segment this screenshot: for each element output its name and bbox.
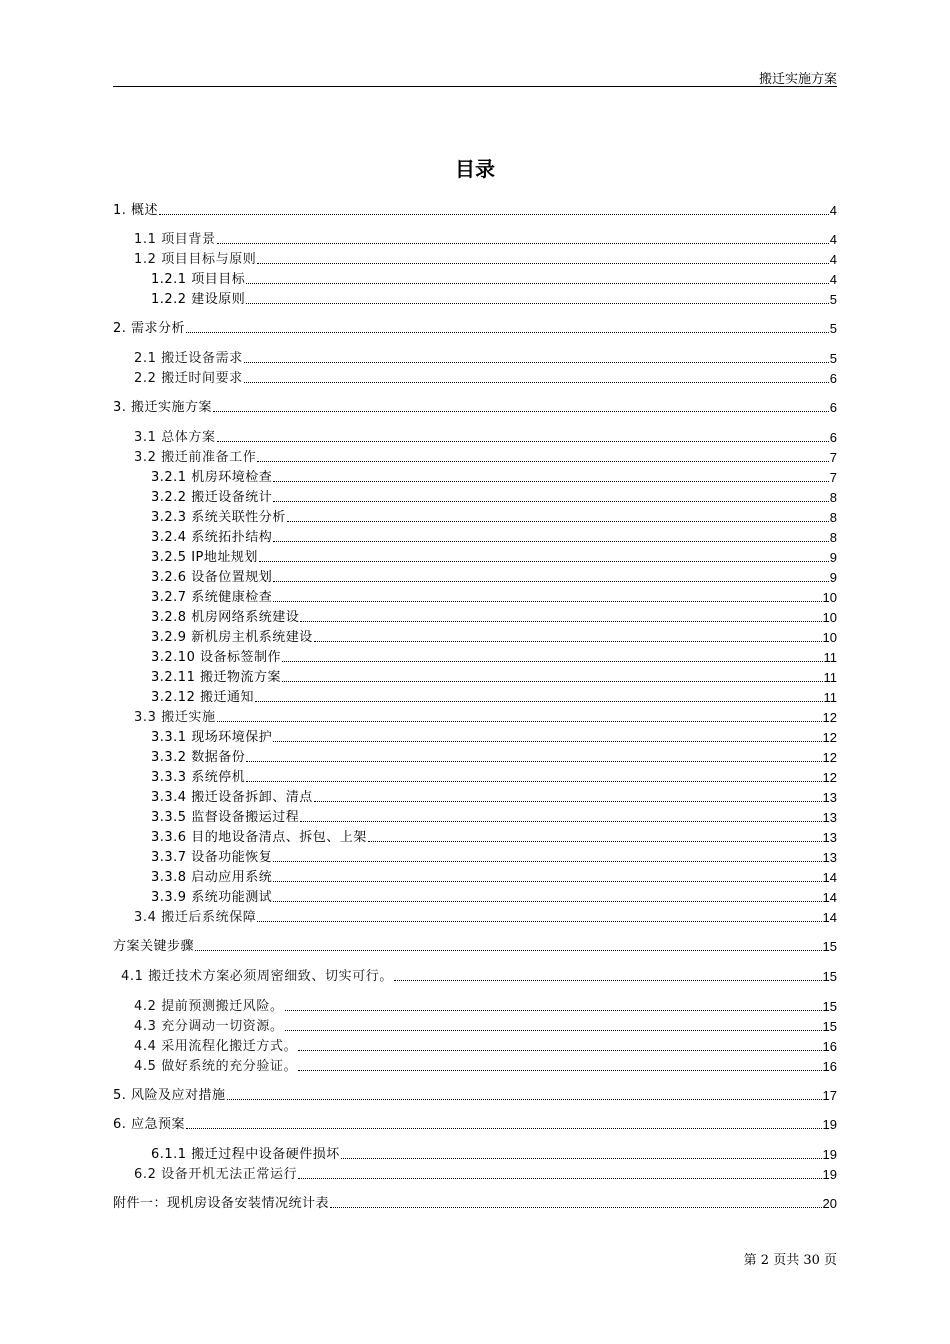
toc-entry-label: 1.1 项目背景 xyxy=(134,232,216,247)
dot-leader xyxy=(273,581,829,582)
toc-entry[interactable] xyxy=(113,1113,837,1133)
toc-entry-page: 4 xyxy=(829,232,837,247)
toc-entry-label: 3.2.4 系统拓扑结构 xyxy=(151,530,273,545)
toc-entry-page: 10 xyxy=(822,630,837,645)
toc-entry[interactable] xyxy=(113,1143,837,1163)
toc-entry-page: 15 xyxy=(822,1019,837,1034)
toc-entry-label: 3.2.1 机房环境检查 xyxy=(151,470,273,485)
toc-entry-page: 17 xyxy=(822,1088,837,1103)
toc-entry-page: 4 xyxy=(829,203,837,218)
toc-entry-label: 1. 概述 xyxy=(113,203,159,218)
toc-entry[interactable] xyxy=(113,666,837,686)
toc-entry-page: 7 xyxy=(829,450,837,465)
toc-entry-label: 4.4 采用流程化搬迁方式。 xyxy=(134,1039,298,1054)
dot-leader xyxy=(255,701,823,702)
toc-entry[interactable] xyxy=(113,268,837,288)
dot-leader xyxy=(368,841,822,842)
toc-entry-label: 3.2.6 设备位置规划 xyxy=(151,570,273,585)
toc-entry-page: 9 xyxy=(829,550,837,565)
toc-entry-label: 3.4 搬迁后系统保障 xyxy=(134,910,257,925)
toc-entry[interactable] xyxy=(113,866,837,886)
toc-entry[interactable] xyxy=(113,606,837,626)
toc-entry-page: 14 xyxy=(822,890,837,905)
toc-entry-label: 6.2 设备开机无法正常运行 xyxy=(134,1167,298,1182)
dot-leader xyxy=(282,661,823,662)
toc-entry-page: 10 xyxy=(822,590,837,605)
toc-entry[interactable] xyxy=(113,1163,837,1183)
toc-entry[interactable] xyxy=(113,935,837,955)
toc-entry-page: 4 xyxy=(829,252,837,267)
toc-entry-label: 3.2.12 搬迁通知 xyxy=(151,690,254,705)
dot-leader xyxy=(186,332,829,333)
toc-entry-label: 4.3 充分调动一切资源。 xyxy=(134,1019,284,1034)
dot-leader xyxy=(273,501,829,502)
toc-entry[interactable] xyxy=(113,626,837,646)
toc-entry[interactable] xyxy=(113,199,837,219)
toc-entry[interactable] xyxy=(113,396,837,416)
dot-leader xyxy=(213,411,829,412)
toc-entry-label: 3.3.2 数据备份 xyxy=(151,750,246,765)
toc-entry-page: 8 xyxy=(829,490,837,505)
toc-entry[interactable] xyxy=(113,826,837,846)
toc-entry[interactable] xyxy=(113,288,837,308)
dot-leader xyxy=(273,601,821,602)
toc-entry-label: 3. 搬迁实施方案 xyxy=(113,400,213,415)
dot-leader xyxy=(282,681,823,682)
toc-entry[interactable] xyxy=(113,786,837,806)
dot-leader xyxy=(298,1070,821,1071)
dot-leader xyxy=(257,461,828,462)
dot-leader xyxy=(257,263,828,264)
toc-entry[interactable] xyxy=(113,446,837,466)
toc-entry-page: 16 xyxy=(822,1059,837,1074)
dot-leader xyxy=(298,1178,821,1179)
toc-entry-page: 9 xyxy=(829,570,837,585)
toc-entry[interactable] xyxy=(113,526,837,546)
toc-entry[interactable] xyxy=(113,586,837,606)
toc-entry[interactable] xyxy=(113,646,837,666)
dot-leader xyxy=(217,243,829,244)
toc-entry[interactable] xyxy=(113,1192,837,1212)
toc-entry-label: 3.3.8 启动应用系统 xyxy=(151,870,273,885)
toc-entry-label: 3.2 搬迁前准备工作 xyxy=(134,450,257,465)
toc-entry-page: 13 xyxy=(822,790,837,805)
toc-entry-label: 2. 需求分析 xyxy=(113,321,186,336)
toc-entry-page: 6 xyxy=(829,371,837,386)
toc-entry-label: 1.2.2 建设原则 xyxy=(151,292,246,307)
dot-leader xyxy=(257,921,821,922)
toc-entry[interactable] xyxy=(113,248,837,268)
toc-entry-label: 3.2.7 系统健康检查 xyxy=(151,590,273,605)
toc-entry-label: 4.5 做好系统的充分验证。 xyxy=(134,1059,298,1074)
toc-entry[interactable] xyxy=(113,906,837,926)
header-rule xyxy=(113,86,837,87)
dot-leader xyxy=(298,1050,821,1051)
dot-leader xyxy=(273,901,821,902)
toc-entry-label: 3.3.7 设备功能恢复 xyxy=(151,850,273,865)
toc-entry[interactable] xyxy=(113,706,837,726)
toc-entry-page: 11 xyxy=(823,670,837,685)
toc-entry-page: 5 xyxy=(829,292,837,307)
toc-entry-label: 方案关键步骤 xyxy=(113,939,195,954)
toc-entry-page: 12 xyxy=(822,730,837,745)
dot-leader xyxy=(227,1099,822,1100)
page-footer: 第 2 页共 30 页 xyxy=(743,1253,837,1268)
toc-entry[interactable] xyxy=(113,766,837,786)
toc-entry-page: 10 xyxy=(822,610,837,625)
toc-entry[interactable] xyxy=(113,1055,837,1075)
toc-entry[interactable] xyxy=(113,367,837,387)
dot-leader xyxy=(287,521,829,522)
toc-entry-label: 3.3.4 搬迁设备拆卸、清点 xyxy=(151,790,313,805)
dot-leader xyxy=(300,821,821,822)
dot-leader xyxy=(314,641,822,642)
toc-entry-label: 3.3.1 现场环境保护 xyxy=(151,730,273,745)
toc-entry-label: 1.2 项目目标与原则 xyxy=(134,252,257,267)
toc-entry-page: 19 xyxy=(822,1117,837,1132)
dot-leader xyxy=(259,561,829,562)
toc-entry-label: 4.2 提前预测搬迁风险。 xyxy=(134,999,284,1014)
toc-entry-page: 6 xyxy=(829,400,837,415)
toc-entry[interactable] xyxy=(113,506,837,526)
dot-leader xyxy=(273,861,821,862)
toc-entry-label: 3.2.8 机房网络系统建设 xyxy=(151,610,300,625)
toc-entry-label: 3.2.3 系统关联性分析 xyxy=(151,510,286,525)
toc-entry-label: 5. 风险及应对措施 xyxy=(113,1088,226,1103)
dot-leader xyxy=(246,781,821,782)
dot-leader xyxy=(273,881,821,882)
toc-entry-page: 12 xyxy=(822,750,837,765)
toc-entry[interactable] xyxy=(113,886,837,906)
toc-entry-page: 5 xyxy=(829,321,837,336)
toc-entry-page: 14 xyxy=(822,910,837,925)
toc-entry-label: 6. 应急预案 xyxy=(113,1117,186,1132)
toc-entry-page: 6 xyxy=(829,430,837,445)
toc-entry[interactable] xyxy=(113,566,837,586)
toc-entry[interactable] xyxy=(113,546,837,566)
toc-entry-page: 4 xyxy=(829,272,837,287)
toc-entry-label: 1.2.1 项目目标 xyxy=(151,272,246,287)
toc-entry-label: 3.3.6 目的地设备清点、拆包、上架 xyxy=(151,830,367,845)
toc-entry-page: 5 xyxy=(829,351,837,366)
toc-entry-page: 14 xyxy=(822,870,837,885)
toc-entry-label: 4.1 搬迁技术方案必须周密细致、切实可行。 xyxy=(121,969,394,984)
dot-leader xyxy=(394,980,822,981)
toc-entry-page: 15 xyxy=(822,969,837,984)
toc-entry[interactable] xyxy=(113,686,837,706)
toc-entry[interactable] xyxy=(113,1035,837,1055)
dot-leader xyxy=(273,541,829,542)
dot-leader xyxy=(159,214,829,215)
dot-leader xyxy=(341,1158,822,1159)
dot-leader xyxy=(244,382,829,383)
toc-entry-page: 8 xyxy=(829,530,837,545)
toc-entry-label: 3.1 总体方案 xyxy=(134,430,216,445)
toc-entry-page: 7 xyxy=(829,470,837,485)
toc-entry[interactable] xyxy=(113,466,837,486)
dot-leader xyxy=(285,1030,822,1031)
toc-entry-label: 附件一：现机房设备安装情况统计表 xyxy=(113,1196,330,1211)
toc-entry-page: 19 xyxy=(822,1167,837,1182)
dot-leader xyxy=(314,801,822,802)
dot-leader xyxy=(273,741,821,742)
toc-entry-label: 3.2.10 设备标签制作 xyxy=(151,650,281,665)
toc-entry-label: 6.1.1 搬迁过程中设备硬件损坏 xyxy=(151,1147,340,1162)
toc-entry[interactable] xyxy=(113,426,837,446)
toc-title: 目录 xyxy=(455,157,495,181)
dot-leader xyxy=(330,1207,822,1208)
dot-leader xyxy=(244,362,829,363)
toc-entry[interactable] xyxy=(113,746,837,766)
toc-entry-label: 2.2 搬迁时间要求 xyxy=(134,371,243,386)
toc-entry-label: 3.3 搬迁实施 xyxy=(134,710,216,725)
toc-entry-page: 13 xyxy=(822,830,837,845)
toc-entry-label: 3.3.9 系统功能测试 xyxy=(151,890,273,905)
toc-entry-label: 3.2.2 搬迁设备统计 xyxy=(151,490,273,505)
toc-entry-page: 13 xyxy=(822,810,837,825)
toc-entry-label: 2.1 搬迁设备需求 xyxy=(134,351,243,366)
toc-entry-page: 11 xyxy=(823,650,837,665)
dot-leader xyxy=(300,621,821,622)
toc-entry-label: 3.3.3 系统停机 xyxy=(151,770,246,785)
toc-entry[interactable] xyxy=(113,228,837,248)
toc-entry-page: 13 xyxy=(822,850,837,865)
toc-entry-label: 3.2.9 新机房主机系统建设 xyxy=(151,630,313,645)
dot-leader xyxy=(246,303,829,304)
toc-entry-page: 20 xyxy=(822,1196,837,1211)
toc-entry-page: 12 xyxy=(822,770,837,785)
dot-leader xyxy=(273,481,829,482)
toc-entry[interactable] xyxy=(113,1084,837,1104)
toc-entry-page: 19 xyxy=(822,1147,837,1162)
toc-entry-page: 16 xyxy=(822,1039,837,1054)
toc-entry[interactable] xyxy=(113,1015,837,1035)
toc-entry[interactable] xyxy=(113,486,837,506)
toc-entry-label: 3.2.5 IP地址规划 xyxy=(151,550,258,565)
toc-entry[interactable] xyxy=(113,846,837,866)
toc-entry-label: 3.2.11 搬迁物流方案 xyxy=(151,670,281,685)
toc-entry[interactable] xyxy=(113,965,837,985)
dot-leader xyxy=(246,283,829,284)
dot-leader xyxy=(285,1010,822,1011)
toc-entry[interactable] xyxy=(113,347,837,367)
toc-entry-page: 15 xyxy=(822,939,837,954)
header-title: 搬迁实施方案 xyxy=(758,72,837,87)
toc-entry-page: 15 xyxy=(822,999,837,1014)
dot-leader xyxy=(246,761,821,762)
dot-leader xyxy=(195,950,822,951)
dot-leader xyxy=(186,1128,821,1129)
dot-leader xyxy=(217,721,822,722)
toc-entry-page: 11 xyxy=(823,690,837,705)
toc-entry-label: 3.3.5 监督设备搬运过程 xyxy=(151,810,300,825)
toc-entry[interactable] xyxy=(113,806,837,826)
toc-entry[interactable] xyxy=(113,317,837,337)
toc-entry[interactable] xyxy=(113,726,837,746)
toc-entry-page: 12 xyxy=(822,710,837,725)
dot-leader xyxy=(217,441,829,442)
toc-entry-page: 8 xyxy=(829,510,837,525)
toc-entry[interactable] xyxy=(113,995,837,1015)
